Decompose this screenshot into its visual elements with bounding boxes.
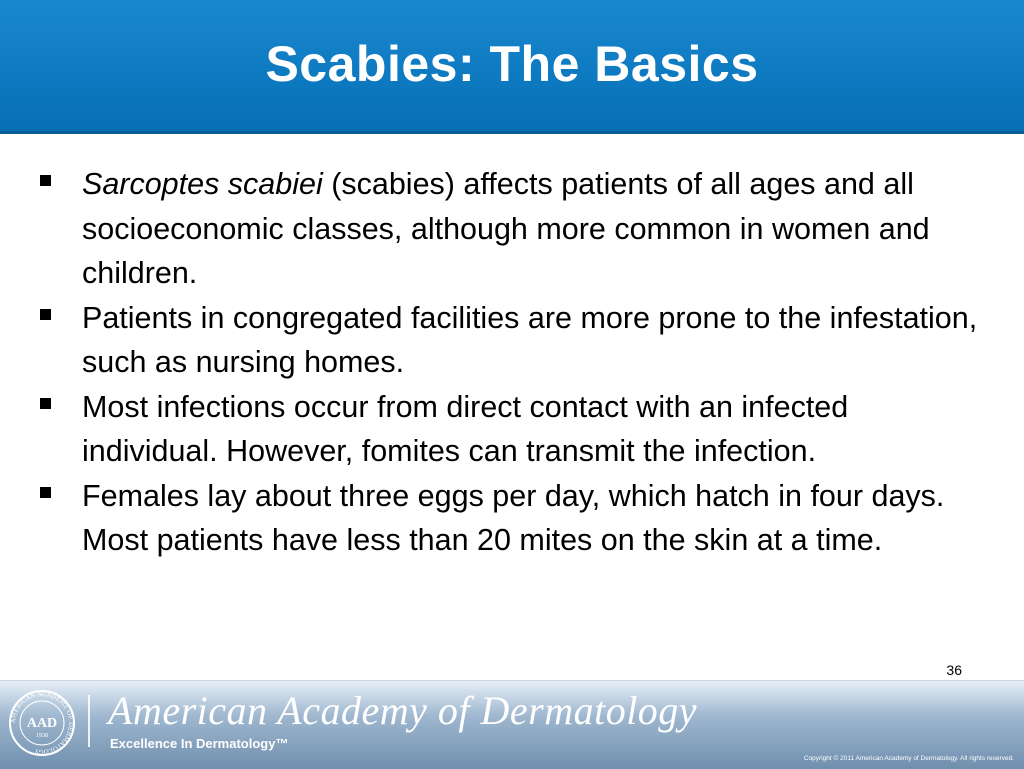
slide-title: Scabies: The Basics xyxy=(265,36,759,92)
bullet-item xyxy=(40,296,990,385)
bullet-item xyxy=(40,474,990,563)
bullet-text: Most infections occur from direct contact with an infected individual. However, fomites can transmit the infection. xyxy=(82,389,849,468)
footer-divider xyxy=(88,695,90,747)
seal-text: AAD xyxy=(26,716,58,731)
slide-number: 36 xyxy=(946,662,962,678)
copyright-notice: Copyright © 2011 American Academy of Dermatology. All rights reserved. xyxy=(803,755,1014,762)
bullet-text: (scabies) affects patients of all ages and all socioeconomic classes, although more common in women and children. xyxy=(82,167,930,290)
square-bullet-icon xyxy=(40,487,51,498)
bullet-italic-lead: Sarcoptes scabiei xyxy=(82,167,323,201)
bullet-text: Patients in congregated facilities are more prone to the infestation, such as nursing homes. xyxy=(82,300,978,379)
bullet-item xyxy=(40,162,990,296)
slide-header xyxy=(0,0,1024,134)
bullet-list xyxy=(40,162,990,563)
square-bullet-icon xyxy=(40,175,51,186)
slide-content xyxy=(40,162,990,563)
square-bullet-icon xyxy=(40,398,51,409)
bullet-text: Females lay about three eggs per day, which hatch in four days. Most patients have less than 20 mites on the skin at a time. xyxy=(82,478,945,557)
slide-footer xyxy=(0,680,1024,769)
bullet-item xyxy=(40,385,990,474)
square-bullet-icon xyxy=(40,309,51,320)
organization-tagline: Excellence In Dermatology™ xyxy=(110,736,289,751)
seal-ring-text: AMERICAN ACADEMY OF DERMATOLOGY xyxy=(9,690,75,756)
organization-name: American Academy of Dermatology xyxy=(108,688,698,733)
aad-seal-icon xyxy=(8,689,76,757)
seal-year: 1938 xyxy=(36,733,48,739)
